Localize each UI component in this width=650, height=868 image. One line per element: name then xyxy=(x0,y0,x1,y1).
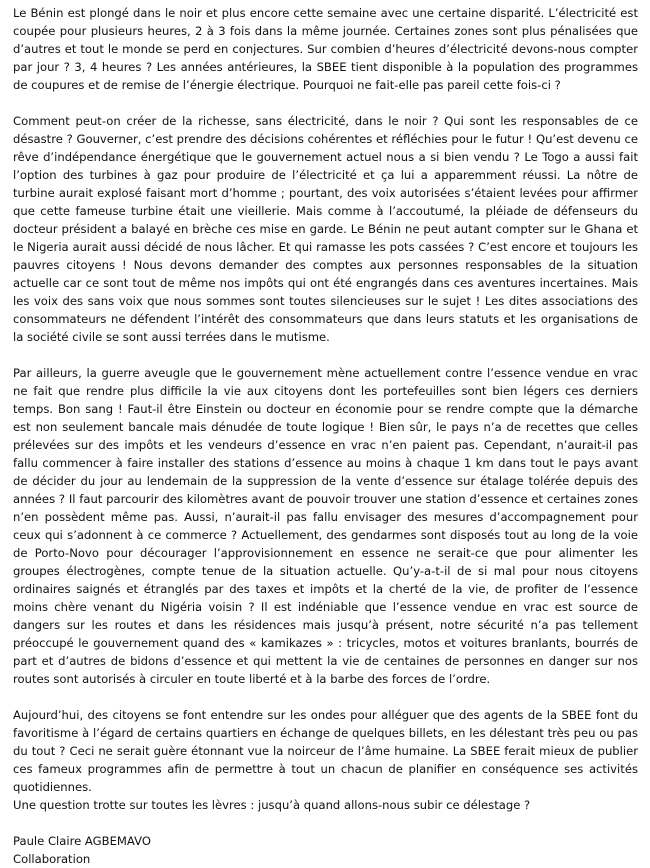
article-paragraph-4: Aujourd’hui, des citoyens se font entendre sur les ondes pour alléguer que des agents de la SBEE font du favoritisme à l’égard de certains quartiers en échange de quelques billets, en les délestant très peu ou pas du tout ? Ceci ne serait guère étonnant vue la noirceur de l’âme humaine. La SBEE ferait mieux de publier ces fameux programmes afin de permettre à tout un chacun de planifier en conséquence ses activités quotidiennes. xyxy=(13,708,638,794)
signature xyxy=(13,832,638,868)
article xyxy=(13,4,638,868)
author-name: Paule Claire AGBEMAVO xyxy=(13,834,151,848)
article-paragraph-2: Comment peut-on créer de la richesse, sans électricité, dans le noir ? Qui sont les responsables de ce désastre ? Gouverner, c’est prendre des décisions cohérentes et réfléchies pour le futur ! Qu’est devenu ce rêve d’indépendance énergétique que le gouvernement actuel nous a si bien vendu ? Le Togo a aussi fait l’option des turbines à gaz pour produire de l’électricité et ça lui a apparemment réussi. La nôtre de turbine aurait explosé faisant mort d’homme ; pourtant, des voix autorisées s’étaient levées pour affirmer que cette fameuse turbine était une vieillerie. Mais comme à l’accoutumé, la pléiade de défenseurs du docteur président a balayé en brèche ces mise en garde. Le Bénin ne peut autant compter sur le Ghana et le Nigeria aurait aussi décidé de nous lâcher. Et qui ramasse les pots cassées ? C’est encore et toujours les pauvres citoyens ! Nous devons demander des comptes aux personnes responsables de la situation actuelle car ce sont tout de même nos impôts qui ont été engrangés dans ces aventures incertaines. Mais les voix des sans voix que nous sommes sont toutes silencieuses sur le sujet ! Les dites associations des consommateurs ne défendent l’intérêt des consommateurs que dans leurs statuts et les organisations de la société civile se sont aussi terrées dans le mutisme. xyxy=(13,114,638,344)
article-paragraph-3: Par ailleurs, la guerre aveugle que le gouvernement mène actuellement contre l’essence vendue en vrac ne fait que rendre plus difficile la vie aux citoyens dont les portefeuilles sont bien légers ces derniers temps. Bon sang ! Faut-il être Einstein ou docteur en économie pour se rendre compte que la démarche est non seulement bancale mais dénudée de toute logique ! Bien sûr, le pays n’a de recettes que celles prélevées sur des impôts et les vendeurs d’essence en vrac n’en paient pas. Cependant, n’aurait-il pas fallu commencer à faire installer des stations d’essence au moins à chaque 1 km dans tout le pays avant de décider du jour au lendemain de la suppression de la vente d’essence sur étalage tolérée depuis des années ? Il faut parcourir des kilomètres avant de pouvoir trouver une station d’essence et certaines zones n’en possèdent même pas. Aussi, n’aurait-il pas fallu envisager des mesures d’accompagnement pour ceux qui s’adonnent à ce commerce ? Actuellement, des gendarmes sont disposés tout au long de la voie de Porto-Novo pour décourager l’approvisionnement en essence ne serait-ce que pour alimenter les groupes électrogènes, compte tenue de la situation actuelle. Qu’y-a-t-il de si mal pour nous citoyens ordinaires saignés et étranglés par des taxes et impôts et la cherté de la vie, de profiter de l’essence moins chère venant du Nigéria voisin ? Il est indéniable que l’essence vendue en vrac est source de dangers sur les routes et dans les résidences mais jusqu’à présent, notre sécurité n’a pas tellement préoccupé le gouvernement quand des « kamikazes » : tricycles, motos et voitures branlants, bourrés de part et d’autres de bidons d’essence et qui mettent la vie de centaines de personnes en danger sur nos routes sont autorisés à circuler en toute liberté et à la barbe des forces de l’ordre. xyxy=(13,366,638,686)
author-role: Collaboration xyxy=(13,852,91,866)
article-paragraph-1: Le Bénin est plongé dans le noir et plus encore cette semaine avec une certaine disparité. L’électricité est coupée pour plusieurs heures, 2 à 3 fois dans la même journée. Certaines zones sont plus pénalisées que d’autres et tout le monde se perd en conjectures. Sur combien d’heures d’électricité devons-nous compter par jour ? 3, 4 heures ? Les années antérieures, la SBEE tient disponible à la population des programmes de coupures et de remise de l’énergie électrique. Pourquoi ne fait-elle pas pareil cette fois-ci ? xyxy=(13,6,638,92)
closing-question: Une question trotte sur toutes les lèvres : jusqu’à quand allons-nous subir ce délestage ? xyxy=(13,798,531,812)
